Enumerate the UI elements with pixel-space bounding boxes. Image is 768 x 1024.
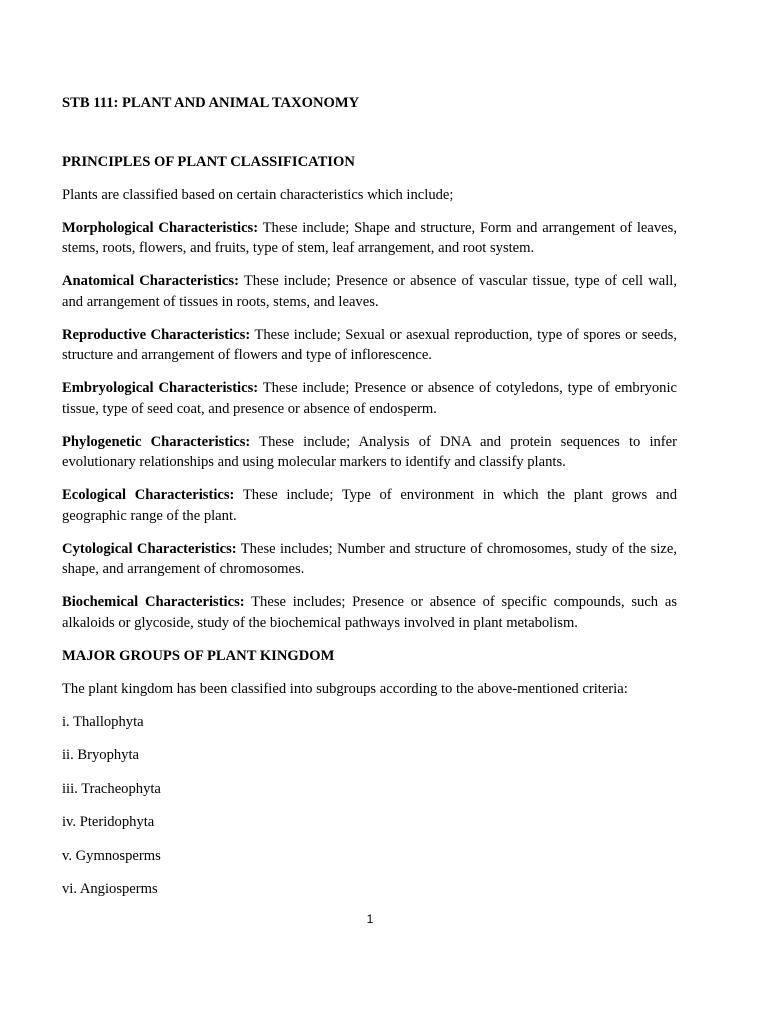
characteristic-text: These include; Sexual or asexual reproduction, type of spores or seeds, structure and arrangement of flowers and type of inflorescence. bbox=[62, 326, 678, 363]
section-heading-principles: PRINCIPLES OF PLANT CLASSIFICATION bbox=[62, 153, 355, 170]
characteristic-term: Biochemical Characteristics: bbox=[62, 594, 245, 610]
section-heading-major-groups: MAJOR GROUPS OF PLANT KINGDOM bbox=[62, 647, 335, 664]
characteristic-text: These include; Type of environment in which the plant grows and geographic range of the plant. bbox=[62, 487, 678, 524]
section2-intro-paragraph: The plant kingdom has been classified into subgroups according to the above-mentioned criteria: bbox=[62, 680, 628, 697]
characteristic-term: Reproductive Characteristics: bbox=[62, 326, 251, 343]
characteristic-paragraph bbox=[62, 432, 677, 473]
list-item: ii. Bryophyta bbox=[62, 747, 140, 763]
characteristic-term: Morphological Characteristics: bbox=[62, 219, 259, 236]
page-content bbox=[62, 93, 677, 913]
list-item: vi. Angiosperms bbox=[62, 881, 158, 897]
characteristic-paragraph bbox=[62, 485, 677, 526]
characteristic-text: These include; Presence or absence of cotyledons, type of embryonic tissue, type of seed coat, and presence or absence of endosperm. bbox=[62, 380, 677, 417]
characteristic-paragraph bbox=[62, 325, 677, 366]
list-item: i. Thallophyta bbox=[62, 713, 144, 730]
page-number: 1 bbox=[366, 912, 374, 926]
characteristic-text: These include; Presence or absence of vascular tissue, type of cell wall, and arrangement of tissues in roots, stems, and leaves. bbox=[62, 273, 678, 310]
characteristic-text: These include; Analysis of DNA and protein sequences to infer evolutionary relationships and using molecular markers to identify and classify plants. bbox=[62, 433, 677, 470]
characteristic-text: These include; Shape and structure, Form and arrangement of leaves, stems, roots, flowers, and fruits, type of stem, leaf arrangement, and root system. bbox=[62, 219, 677, 256]
characteristic-text: These includes; Number and structure of chromosomes, study of the size, shape, and arrangement of chromosomes. bbox=[62, 540, 677, 577]
list-item: v. Gymnosperms bbox=[62, 847, 161, 864]
intro-paragraph: Plants are classified based on certain characteristics which include; bbox=[62, 186, 454, 203]
characteristic-text: These includes; Presence or absence of specific compounds, such as alkaloids or glycoside, study of the biochemical pathways involved in plant metabolism. bbox=[62, 594, 678, 631]
characteristic-term: Anatomical Characteristics: bbox=[62, 273, 239, 289]
characteristic-paragraph bbox=[62, 218, 677, 259]
list-item: iv. Pteridophyta bbox=[62, 814, 155, 830]
characteristic-term: Cytological Characteristics: bbox=[62, 540, 237, 557]
characteristic-paragraph bbox=[62, 592, 677, 633]
characteristic-paragraph bbox=[62, 271, 677, 312]
list-item: iii. Tracheophyta bbox=[62, 780, 161, 797]
characteristic-paragraph bbox=[62, 378, 677, 419]
characteristic-term: Embryological Characteristics: bbox=[62, 380, 259, 396]
characteristic-paragraph bbox=[62, 539, 677, 580]
characteristic-term: Ecological Characteristics: bbox=[62, 487, 235, 503]
course-title: STB 111: PLANT AND ANIMAL TAXONOMY bbox=[62, 95, 360, 111]
characteristic-term: Phylogenetic Characteristics: bbox=[62, 433, 251, 450]
